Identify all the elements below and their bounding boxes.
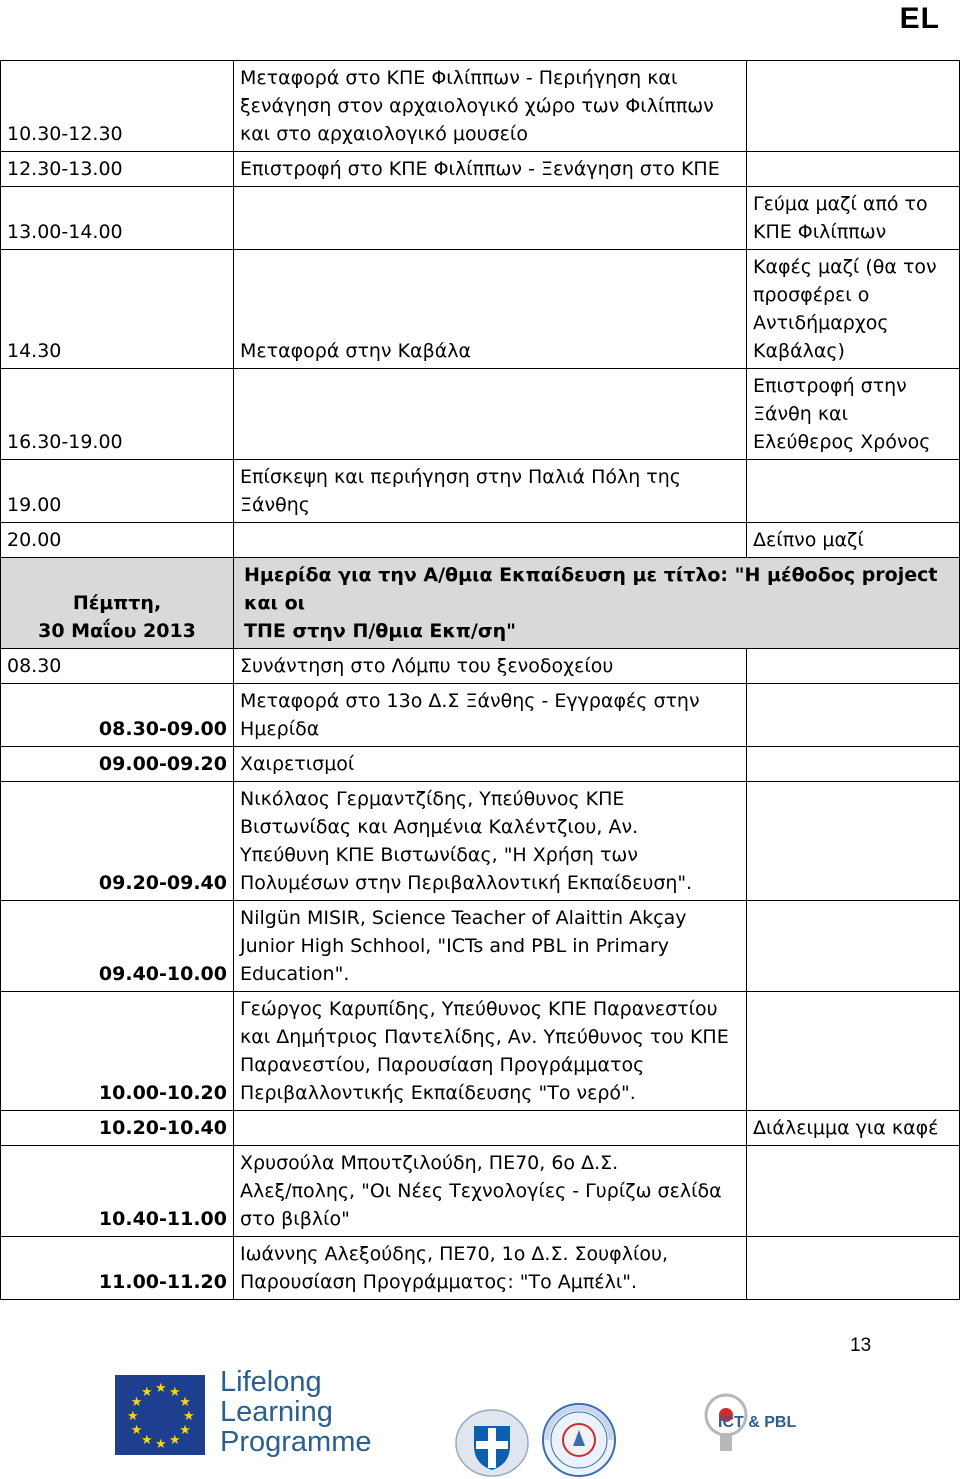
activity-line: Nilgün MISIR, Science Teacher of Alaittin Akçay bbox=[240, 907, 687, 929]
eu-star-icon: ★ bbox=[183, 1409, 195, 1424]
eu-star-icon: ★ bbox=[141, 1384, 153, 1400]
time-cell: 10.30-12.30 bbox=[1, 61, 234, 152]
activity-line: Συνάντηση στο Λόμπυ του ξενοδοχείου bbox=[240, 655, 614, 677]
note-cell bbox=[747, 460, 960, 523]
time-cell: 09.20-09.40 bbox=[1, 782, 234, 901]
note-cell bbox=[747, 250, 960, 369]
schedule-table bbox=[0, 60, 960, 1300]
trabzon-directorate-seal bbox=[537, 1400, 621, 1478]
time-cell: 19.00 bbox=[1, 460, 234, 523]
time-cell: 09.00-09.20 bbox=[1, 747, 234, 782]
activity-cell bbox=[234, 61, 747, 152]
note-cell bbox=[747, 523, 960, 558]
activity-line: Παρανεστίου, Παρουσίαση Προγράμματος bbox=[240, 1054, 645, 1076]
eu-star-icon: ★ bbox=[169, 1433, 181, 1449]
activity-line: Μεταφορά στο ΚΠΕ Φιλίππων - Περιήγηση και bbox=[240, 67, 678, 89]
note-cell bbox=[747, 187, 960, 250]
activity-line: Γεώργος Καρυπίδης, Υπεύθυνος ΚΠΕ Παρανεστίου bbox=[240, 998, 718, 1020]
activity-line: Επιστροφή στο ΚΠΕ Φιλίππων - Ξενάγηση στο ΚΠΕ bbox=[240, 158, 720, 180]
llp-logo-text bbox=[220, 1367, 372, 1457]
schedule-row bbox=[1, 250, 960, 369]
eu-stars-logo bbox=[115, 1375, 205, 1455]
eu-star-icon: ★ bbox=[130, 1423, 143, 1438]
note-cell bbox=[747, 649, 960, 684]
eu-star-icon: ★ bbox=[155, 1381, 167, 1396]
activity-cell bbox=[234, 152, 747, 187]
activity-line: Πολυμέσων στην Περιβαλλοντική Εκπαίδευση". bbox=[240, 872, 693, 894]
time-cell: 16.30-19.00 bbox=[1, 369, 234, 460]
note-line: Διάλειμμα για καφέ bbox=[753, 1117, 939, 1139]
note-cell bbox=[747, 1146, 960, 1237]
day-title-line: Ημερίδα για την Α/θμια Εκπαίδευση με τίτλο: "Η μέθοδος project και οι bbox=[244, 564, 938, 614]
activity-cell bbox=[234, 250, 747, 369]
note-cell bbox=[747, 1111, 960, 1146]
activity-line: Χαιρετισμοί bbox=[240, 753, 355, 775]
activity-line: Επίσκεψη και περιήγηση στην Παλιά Πόλη της bbox=[240, 466, 681, 488]
activity-line: ξενάγηση στον αρχαιολογικό χώρο των Φιλίππων bbox=[240, 95, 714, 117]
activity-cell bbox=[234, 747, 747, 782]
llp-line-2: Learning bbox=[220, 1396, 333, 1428]
activity-line: Παρουσίαση Προγράμματος: "Το Αμπέλι". bbox=[240, 1271, 638, 1293]
note-line: Δείπνο μαζί bbox=[753, 529, 864, 551]
eu-star-icon: ★ bbox=[130, 1395, 143, 1410]
activity-cell bbox=[234, 1237, 747, 1300]
note-cell bbox=[747, 61, 960, 152]
eu-star-icon: ★ bbox=[127, 1409, 139, 1424]
note-cell bbox=[747, 782, 960, 901]
llp-line-3: Programme bbox=[220, 1426, 372, 1458]
note-cell bbox=[747, 152, 960, 187]
eu-star-icon: ★ bbox=[179, 1395, 191, 1410]
schedule-row bbox=[1, 187, 960, 250]
note-line: Καβάλας) bbox=[753, 340, 845, 362]
activity-cell bbox=[234, 369, 747, 460]
eu-star-icon: ★ bbox=[141, 1433, 153, 1449]
schedule-row bbox=[1, 152, 960, 187]
day-date-cell bbox=[1, 558, 234, 649]
day-header-row bbox=[1, 558, 960, 649]
note-line: Γεύμα μαζί από το bbox=[753, 193, 928, 215]
day-date-line: Πέμπτη, bbox=[72, 592, 162, 614]
activity-line: Education". bbox=[240, 963, 350, 985]
note-cell bbox=[747, 684, 960, 747]
schedule-row bbox=[1, 782, 960, 901]
schedule-row bbox=[1, 684, 960, 747]
schedule-row bbox=[1, 901, 960, 992]
schedule-row bbox=[1, 369, 960, 460]
activity-cell bbox=[234, 901, 747, 992]
activity-line: Ιωάννης Αλεξούδης, ΠΕ70, 1ο Δ.Σ. Σουφλίου, bbox=[240, 1243, 669, 1265]
schedule-row bbox=[1, 1146, 960, 1237]
note-cell bbox=[747, 747, 960, 782]
activity-line: Περιβαλλοντικής Εκπαίδευσης "Το νερό". bbox=[240, 1082, 636, 1104]
activity-cell bbox=[234, 1146, 747, 1237]
activity-line: Μεταφορά στην Καβάλα bbox=[240, 340, 471, 362]
activity-line: Junior High Schhool, "ICTs and PBL in Primary bbox=[240, 935, 670, 957]
time-cell: 12.30-13.00 bbox=[1, 152, 234, 187]
activity-line: Ημερίδα bbox=[240, 718, 320, 740]
activity-line: Μεταφορά στο 13ο Δ.Σ Ξάνθης - Εγγραφές στην bbox=[240, 690, 700, 712]
activity-cell bbox=[234, 649, 747, 684]
schedule-body bbox=[1, 61, 960, 1300]
note-line: Ελεύθερος Χρόνος bbox=[753, 431, 931, 453]
note-cell bbox=[747, 369, 960, 460]
activity-line: Υπεύθυνη ΚΠΕ Βιστωνίδας, "Η Χρήση των bbox=[240, 844, 638, 866]
activity-cell bbox=[234, 187, 747, 250]
schedule-row bbox=[1, 747, 960, 782]
eu-star-icon: ★ bbox=[179, 1423, 191, 1438]
note-line: Καφές μαζί (θα τον bbox=[753, 256, 937, 278]
schedule-row bbox=[1, 649, 960, 684]
schedule-row bbox=[1, 1237, 960, 1300]
day-date-line: 30 Μαΐου 2013 bbox=[38, 620, 196, 642]
schedule-row bbox=[1, 523, 960, 558]
time-cell: 20.00 bbox=[1, 523, 234, 558]
note-cell bbox=[747, 901, 960, 992]
day-title-cell bbox=[234, 558, 960, 649]
note-line: προσφέρει ο bbox=[753, 284, 870, 306]
time-cell: 10.20-10.40 bbox=[1, 1111, 234, 1146]
note-cell bbox=[747, 992, 960, 1111]
activity-line: Νικόλαος Γερμαντζίδης, Υπεύθυνος ΚΠΕ bbox=[240, 788, 625, 810]
time-cell: 10.00-10.20 bbox=[1, 992, 234, 1111]
activity-line: Βιστωνίδας και Ασημένια Καλέντζιου, Αν. bbox=[240, 816, 639, 838]
eu-star-icon: ★ bbox=[155, 1437, 167, 1452]
activity-cell bbox=[234, 1111, 747, 1146]
time-cell: 14.30 bbox=[1, 250, 234, 369]
activity-line: Αλεξ/πολης, "Οι Νέες Τεχνολογίες - Γυρίζω σελίδα bbox=[240, 1180, 722, 1202]
greek-ministry-emblem bbox=[452, 1408, 532, 1478]
time-cell: 10.40-11.00 bbox=[1, 1146, 234, 1237]
activity-cell bbox=[234, 684, 747, 747]
note-line: Επιστροφή στην bbox=[753, 375, 907, 397]
note-line: ΚΠΕ Φιλίππων bbox=[753, 221, 887, 243]
time-cell: 11.00-11.20 bbox=[1, 1237, 234, 1300]
page-number: 13 bbox=[850, 1335, 872, 1356]
ict-pbl-logo bbox=[700, 1385, 810, 1465]
schedule-row bbox=[1, 992, 960, 1111]
activity-line: στο βιβλίο" bbox=[240, 1208, 350, 1230]
schedule-row bbox=[1, 1111, 960, 1146]
activity-line: Ξάνθης bbox=[240, 494, 310, 516]
time-cell: 08.30 bbox=[1, 649, 234, 684]
activity-line: και Δημήτριος Παντελίδης, Αν. Υπεύθυνος του ΚΠΕ bbox=[240, 1026, 729, 1048]
time-cell: 13.00-14.00 bbox=[1, 187, 234, 250]
time-cell: 09.40-10.00 bbox=[1, 901, 234, 992]
day-title-line: ΤΠΕ στην Π/θμια Εκπ/ση" bbox=[244, 620, 517, 642]
ict-logo-text: ICT & PBL bbox=[718, 1414, 797, 1431]
activity-cell bbox=[234, 992, 747, 1111]
time-cell: 08.30-09.00 bbox=[1, 684, 234, 747]
llp-line-1: Lifelong bbox=[220, 1366, 322, 1398]
schedule-row bbox=[1, 460, 960, 523]
note-line: Ξάνθη και bbox=[753, 403, 848, 425]
activity-cell bbox=[234, 523, 747, 558]
activity-cell bbox=[234, 460, 747, 523]
activity-cell bbox=[234, 782, 747, 901]
activity-line: και στο αρχαιολογικό μουσείο bbox=[240, 123, 528, 145]
language-code: EL bbox=[899, 2, 940, 35]
eu-star-icon: ★ bbox=[169, 1384, 181, 1400]
note-cell bbox=[747, 1237, 960, 1300]
schedule-row bbox=[1, 61, 960, 152]
activity-line: Χρυσούλα Μπουτζιλούδη, ΠΕ70, 6ο Δ.Σ. bbox=[240, 1152, 619, 1174]
note-line: Αντιδήμαρχος bbox=[753, 312, 889, 334]
